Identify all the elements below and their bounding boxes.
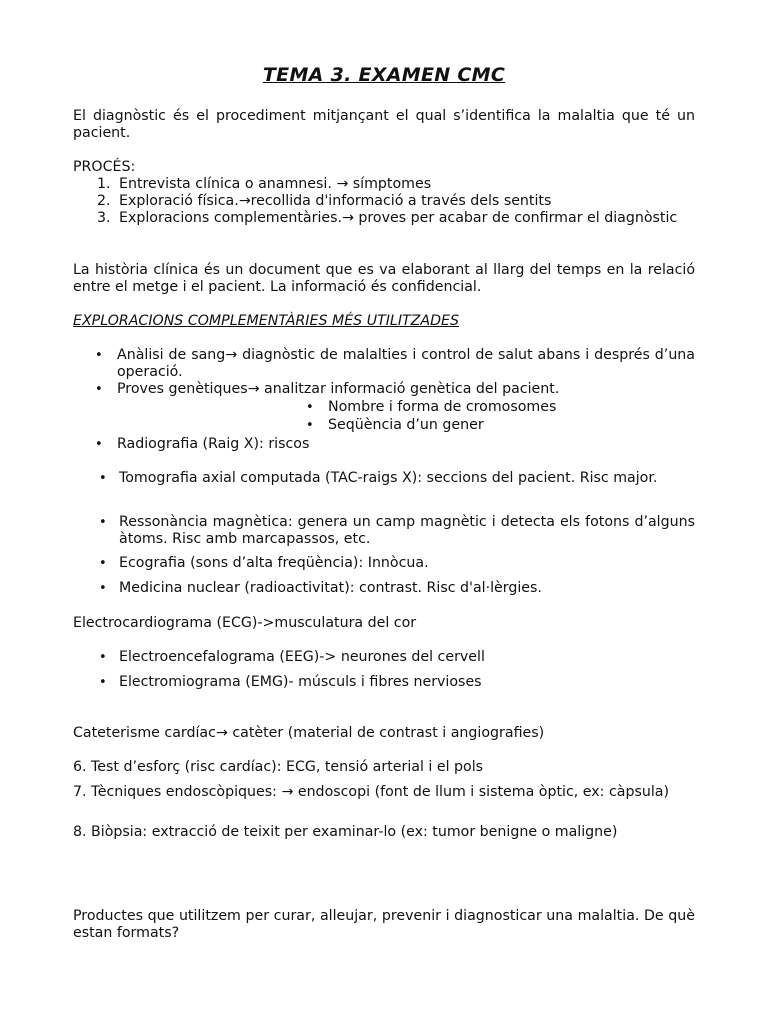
bullet-icon: • bbox=[95, 437, 103, 452]
historia-paragraph: La història clínica és un document que es va elaborant al llarg del temps en la relació entre el metge i el pacient. La informació és confidencial. bbox=[73, 262, 695, 295]
page-title: TEMA 3. EXAMEN CMC bbox=[262, 64, 506, 86]
proces-item-text: Entrevista clínica o anamnesi. → símptomes bbox=[119, 176, 432, 192]
item-8: 8. Biòpsia: extracció de teixit per examinar-lo (ex: tumor benigne o maligne) bbox=[73, 824, 618, 840]
list-item-text: Radiografia (Raig X): riscos bbox=[117, 436, 310, 452]
bullet-icon: • bbox=[99, 581, 107, 596]
bullet-icon: • bbox=[306, 400, 314, 415]
proces-item-number: 3. bbox=[97, 210, 111, 226]
bullet-icon: • bbox=[99, 675, 107, 690]
list-item-text: Electromiograma (EMG)- músculs i fibres nervioses bbox=[119, 674, 482, 690]
item-7: 7. Tècniques endoscòpiques: → endoscopi (font de llum i sistema òptic, ex: càpsula) bbox=[73, 784, 670, 800]
list-item-text: Ecografia (sons d’alta freqüència): Innòcua. bbox=[119, 555, 429, 571]
bullet-icon: • bbox=[306, 418, 314, 433]
bullet-icon: • bbox=[99, 556, 107, 571]
item-6: 6. Test d’esforç (risc cardíac): ECG, tensió arterial i el pols bbox=[73, 759, 484, 775]
list-item-text: Proves genètiques→ analitzar informació genètica del pacient. bbox=[117, 381, 560, 397]
section-heading: EXPLORACIONS COMPLEMENTÀRIES MÉS UTILITZADES bbox=[73, 313, 459, 329]
proces-item-text: Exploració física.→recollida d'informació a través dels sentits bbox=[119, 193, 552, 209]
intro-paragraph: El diagnòstic és el procediment mitjançant el qual s’identifica la malaltia que té un pacient. bbox=[73, 108, 695, 141]
bullet-icon: • bbox=[99, 650, 107, 665]
list-item-text: Tomografia axial computada (TAC-raigs X): seccions del pacient. Risc major. bbox=[119, 470, 658, 486]
list-item-text: Medicina nuclear (radioactivitat): contrast. Risc d'al·lèrgies. bbox=[119, 580, 542, 596]
list-item-text: Anàlisi de sang→ diagnòstic de malalties i control de salut abans i després d’una operació. bbox=[117, 347, 695, 380]
bullet-icon: • bbox=[95, 348, 103, 363]
bullet-icon: • bbox=[99, 471, 107, 486]
bullet-icon: • bbox=[95, 382, 103, 397]
proces-item-number: 2. bbox=[97, 193, 111, 209]
list-item-text: Seqüència d’un gener bbox=[328, 417, 484, 433]
proces-item-number: 1. bbox=[97, 176, 111, 192]
proces-item-text: Exploracions complementàries.→ proves per acabar de confirmar el diagnòstic bbox=[119, 210, 678, 226]
list-item-text: Nombre i forma de cromosomes bbox=[328, 399, 557, 415]
cateterisme-line: Cateterisme cardíac→ catèter (material de contrast i angiografies) bbox=[73, 725, 545, 741]
bullet-icon: • bbox=[99, 515, 107, 530]
proces-label: PROCÉS: bbox=[73, 159, 136, 175]
list-item-text: Electroencefalograma (EEG)-> neurones del cervell bbox=[119, 649, 485, 665]
productes-paragraph: Productes que utilitzem per curar, alleujar, prevenir i diagnosticar una malaltia. De què estan formats? bbox=[73, 908, 695, 941]
list-item-text: Ressonància magnètica: genera un camp magnètic i detecta els fotons d’alguns àtoms. Risc amb marcapassos, etc. bbox=[119, 514, 695, 547]
ecg-line: Electrocardiograma (ECG)->musculatura del cor bbox=[73, 615, 417, 631]
